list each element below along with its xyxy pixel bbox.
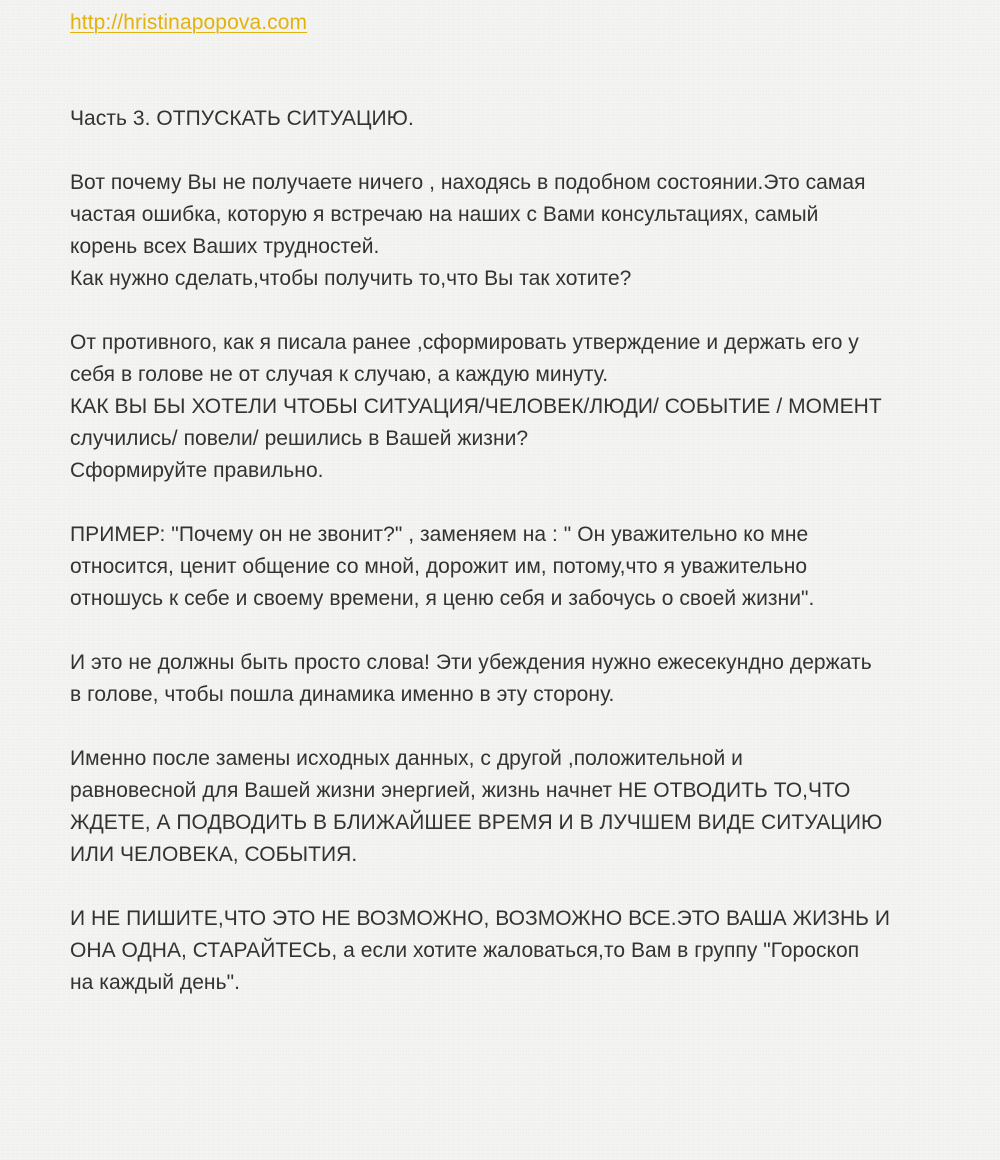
text-line: ИЛИ ЧЕЛОВЕКА, СОБЫТИЯ. xyxy=(70,843,358,866)
text-line: От противного, как я писала ранее ,сформировать утверждение и держать его у xyxy=(70,331,859,354)
paragraph-5 xyxy=(70,743,950,871)
text-line: ОНА ОДНА, СТАРАЙТЕСЬ, а если хотите жаловаться,то Вам в группу "Гороскоп xyxy=(70,939,860,962)
text-line: Как нужно сделать,чтобы получить то,что Вы так хотите? xyxy=(70,267,632,290)
text-line: КАК ВЫ БЫ ХОТЕЛИ ЧТОБЫ СИТУАЦИЯ/ЧЕЛОВЕК/ЛЮДИ/ СОБЫТИЕ / МОМЕНТ xyxy=(70,395,882,418)
text-line: равновесной для Вашей жизни энергией, жизнь начнет НЕ ОТВОДИТЬ ТО,ЧТО xyxy=(70,779,851,802)
paragraph-6 xyxy=(70,903,950,999)
text-line: случились/ повели/ решились в Вашей жизни? xyxy=(70,427,529,450)
paragraph-3 xyxy=(70,519,950,615)
text-line: И это не должны быть просто слова! Эти убеждения нужно ежесекундно держать xyxy=(70,651,872,674)
text-line: И НЕ ПИШИТЕ,ЧТО ЭТО НЕ ВОЗМОЖНО, ВОЗМОЖНО ВСЕ.ЭТО ВАША ЖИЗНЬ И xyxy=(70,907,891,930)
text-line: Именно после замены исходных данных, с другой ,положительной и xyxy=(70,747,743,770)
text-line: Сформируйте правильно. xyxy=(70,459,324,482)
text-line: в голове, чтобы пошла динамика именно в эту сторону. xyxy=(70,683,615,706)
text-line: себя в голове не от случая к случаю, а каждую минуту. xyxy=(70,363,609,386)
paragraph-4 xyxy=(70,647,950,711)
article-title xyxy=(70,103,950,135)
text-line: ЖДЕТЕ, А ПОДВОДИТЬ В БЛИЖАЙШЕЕ ВРЕМЯ И В ЛУЧШЕМ ВИДЕ СИТУАЦИЮ xyxy=(70,811,883,834)
paragraph-1 xyxy=(70,167,950,295)
text-line: относится, ценит общение со мной, дорожит им, потому,что я уважительно xyxy=(70,555,808,578)
text-line: на каждый день". xyxy=(70,971,240,994)
text-line: Вот почему Вы не получаете ничего , находясь в подобном состоянии.Это самая xyxy=(70,171,866,194)
text-line: отношусь к себе и своему времени, я ценю себя и забочусь о своей жизни". xyxy=(70,587,815,610)
article-body xyxy=(70,103,950,1031)
paragraph-2 xyxy=(70,327,950,487)
text-line: частая ошибка, которую я встречаю на наших с Вами консультациях, самый xyxy=(70,203,819,226)
website-link[interactable]: http://hristinapopova.com xyxy=(70,11,308,34)
text-line: ПРИМЕР: "Почему он не звонит?" , заменяем на : " Он уважительно ко мне xyxy=(70,523,809,546)
text-line: корень всех Ваших трудностей. xyxy=(70,235,380,258)
title-line: Часть 3. ОТПУСКАТЬ СИТУАЦИЮ. xyxy=(70,107,414,130)
